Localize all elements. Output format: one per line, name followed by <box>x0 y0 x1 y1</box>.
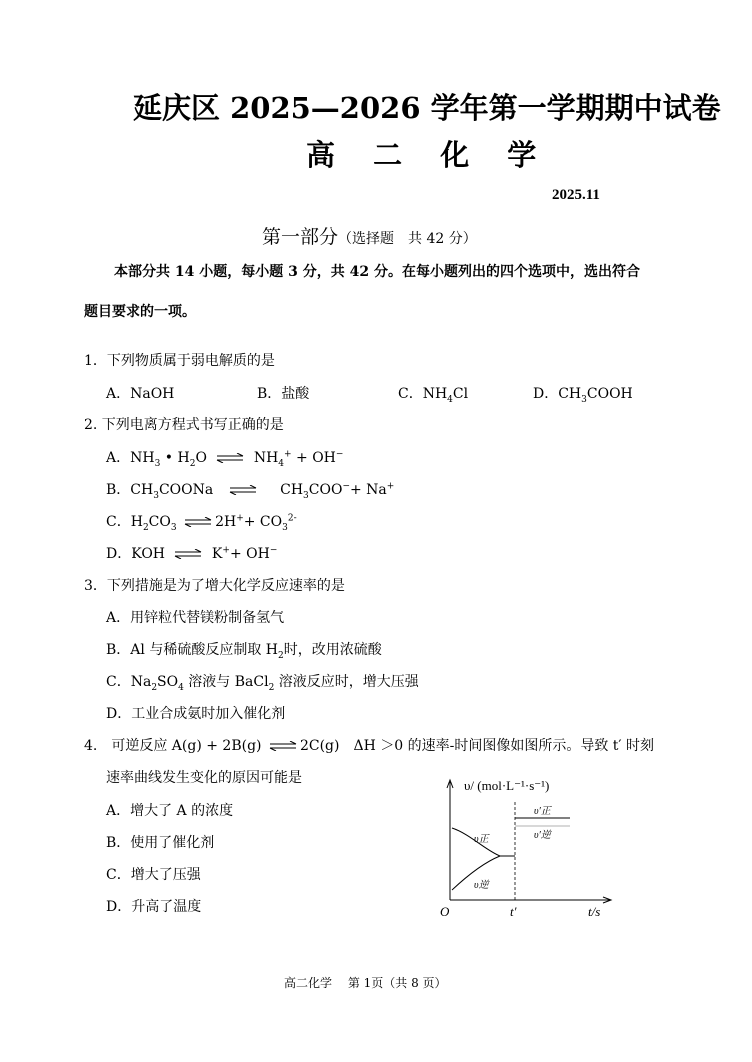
q1-stem: 1．下列物质属于弱电解质的是 <box>84 353 275 369</box>
exam-date: 2025.11 <box>552 187 600 203</box>
v-forward-label: υ正 <box>474 834 489 845</box>
q3-option-d: D．工业合成氨时加入催化剂 <box>106 706 286 722</box>
part-heading-note: （选择题 共 42 分） <box>338 231 477 247</box>
rate-time-graph <box>430 770 630 920</box>
q1-option-d: D．$CH_3COOH$ <box>533 386 633 405</box>
q2-stem: 2. 下列电离方程式书写正确的是 <box>84 417 284 433</box>
t-prime-label: t′ <box>510 904 517 919</box>
equilibrium-arrow-icon <box>215 453 245 463</box>
x-axis-label: t/s <box>588 904 601 919</box>
page-footer: 高二化学 第 1页（共 8 页） <box>284 976 447 990</box>
q4-stem-line-2: 速率曲线发生变化的原因可能是 <box>106 770 302 786</box>
exam-title: 延庆区 2025—2026 学年第一学期期中试卷 <box>133 91 721 125</box>
q2-option-d: D．KOH K++ OH− <box>106 545 278 562</box>
q4-option-d: D．升高了温度 <box>106 899 202 915</box>
instruction-line-2: 题目要求的一项。 <box>84 304 196 320</box>
q3-option-a: A．用锌粒代替镁粉制备氢气 <box>106 610 285 626</box>
q1-option-a: A．NaOH <box>106 386 175 402</box>
q2-option-c: C．$H_2CO_3$ $2H^++ CO_3^{2-}$ <box>106 513 297 533</box>
q4-option-c: C．增大了压强 <box>106 867 201 883</box>
v-forward-new-label: υ′正 <box>534 806 551 817</box>
instruction-line-1: 本部分共 14 小题，每小题 3 分，共 42 分。在每小题列出的四个选项中，选出符合 <box>114 264 640 280</box>
q4-option-a: A．增大了 A 的浓度 <box>106 803 234 819</box>
y-axis-label: υ/ (mol·L⁻¹·s⁻¹) <box>464 778 550 793</box>
part-heading-title: 第一部分 <box>262 226 339 248</box>
q3-option-b: B．Al 与稀硫酸反应制取 $H_2$时，改用浓硫酸 <box>106 642 382 661</box>
exam-subject: 高 二 化 学 <box>306 138 551 172</box>
q3-stem: 3．下列措施是为了增大化学反应速率的是 <box>84 578 345 594</box>
q2-option-a: A．$NH_3$ • $H_2O$ $NH_4^+ + OH^-$ <box>106 449 344 469</box>
q4-stem-line-1: 4. 可逆反应 A(g) + 2B(g) 2C(g) ΔH ＞0 的速率-时间图像如图所示。导致 t′ 时刻 <box>84 738 655 754</box>
q3-option-c: C．$Na_2SO_4$ 溶液与 BaCl$_2$ 溶液反应时，增大压强 <box>106 674 419 693</box>
equilibrium-arrow-icon <box>173 549 203 559</box>
origin-label: O <box>440 904 450 919</box>
equilibrium-arrow-icon <box>183 517 213 527</box>
equilibrium-arrow-icon <box>228 485 258 495</box>
part-heading <box>262 222 477 249</box>
equilibrium-arrow-icon <box>268 741 298 751</box>
q4-option-b: B．使用了催化剂 <box>106 835 215 851</box>
q1-option-b: B．盐酸 <box>257 386 310 402</box>
v-reverse-new-label: υ′逆 <box>534 830 551 841</box>
q2-option-b: B．$CH_3COONa$ $CH_3COO^-+ Na^+$ <box>106 481 395 501</box>
v-reverse-label: υ逆 <box>474 880 489 891</box>
q1-option-c: C．$NH_4Cl$ <box>398 386 469 405</box>
